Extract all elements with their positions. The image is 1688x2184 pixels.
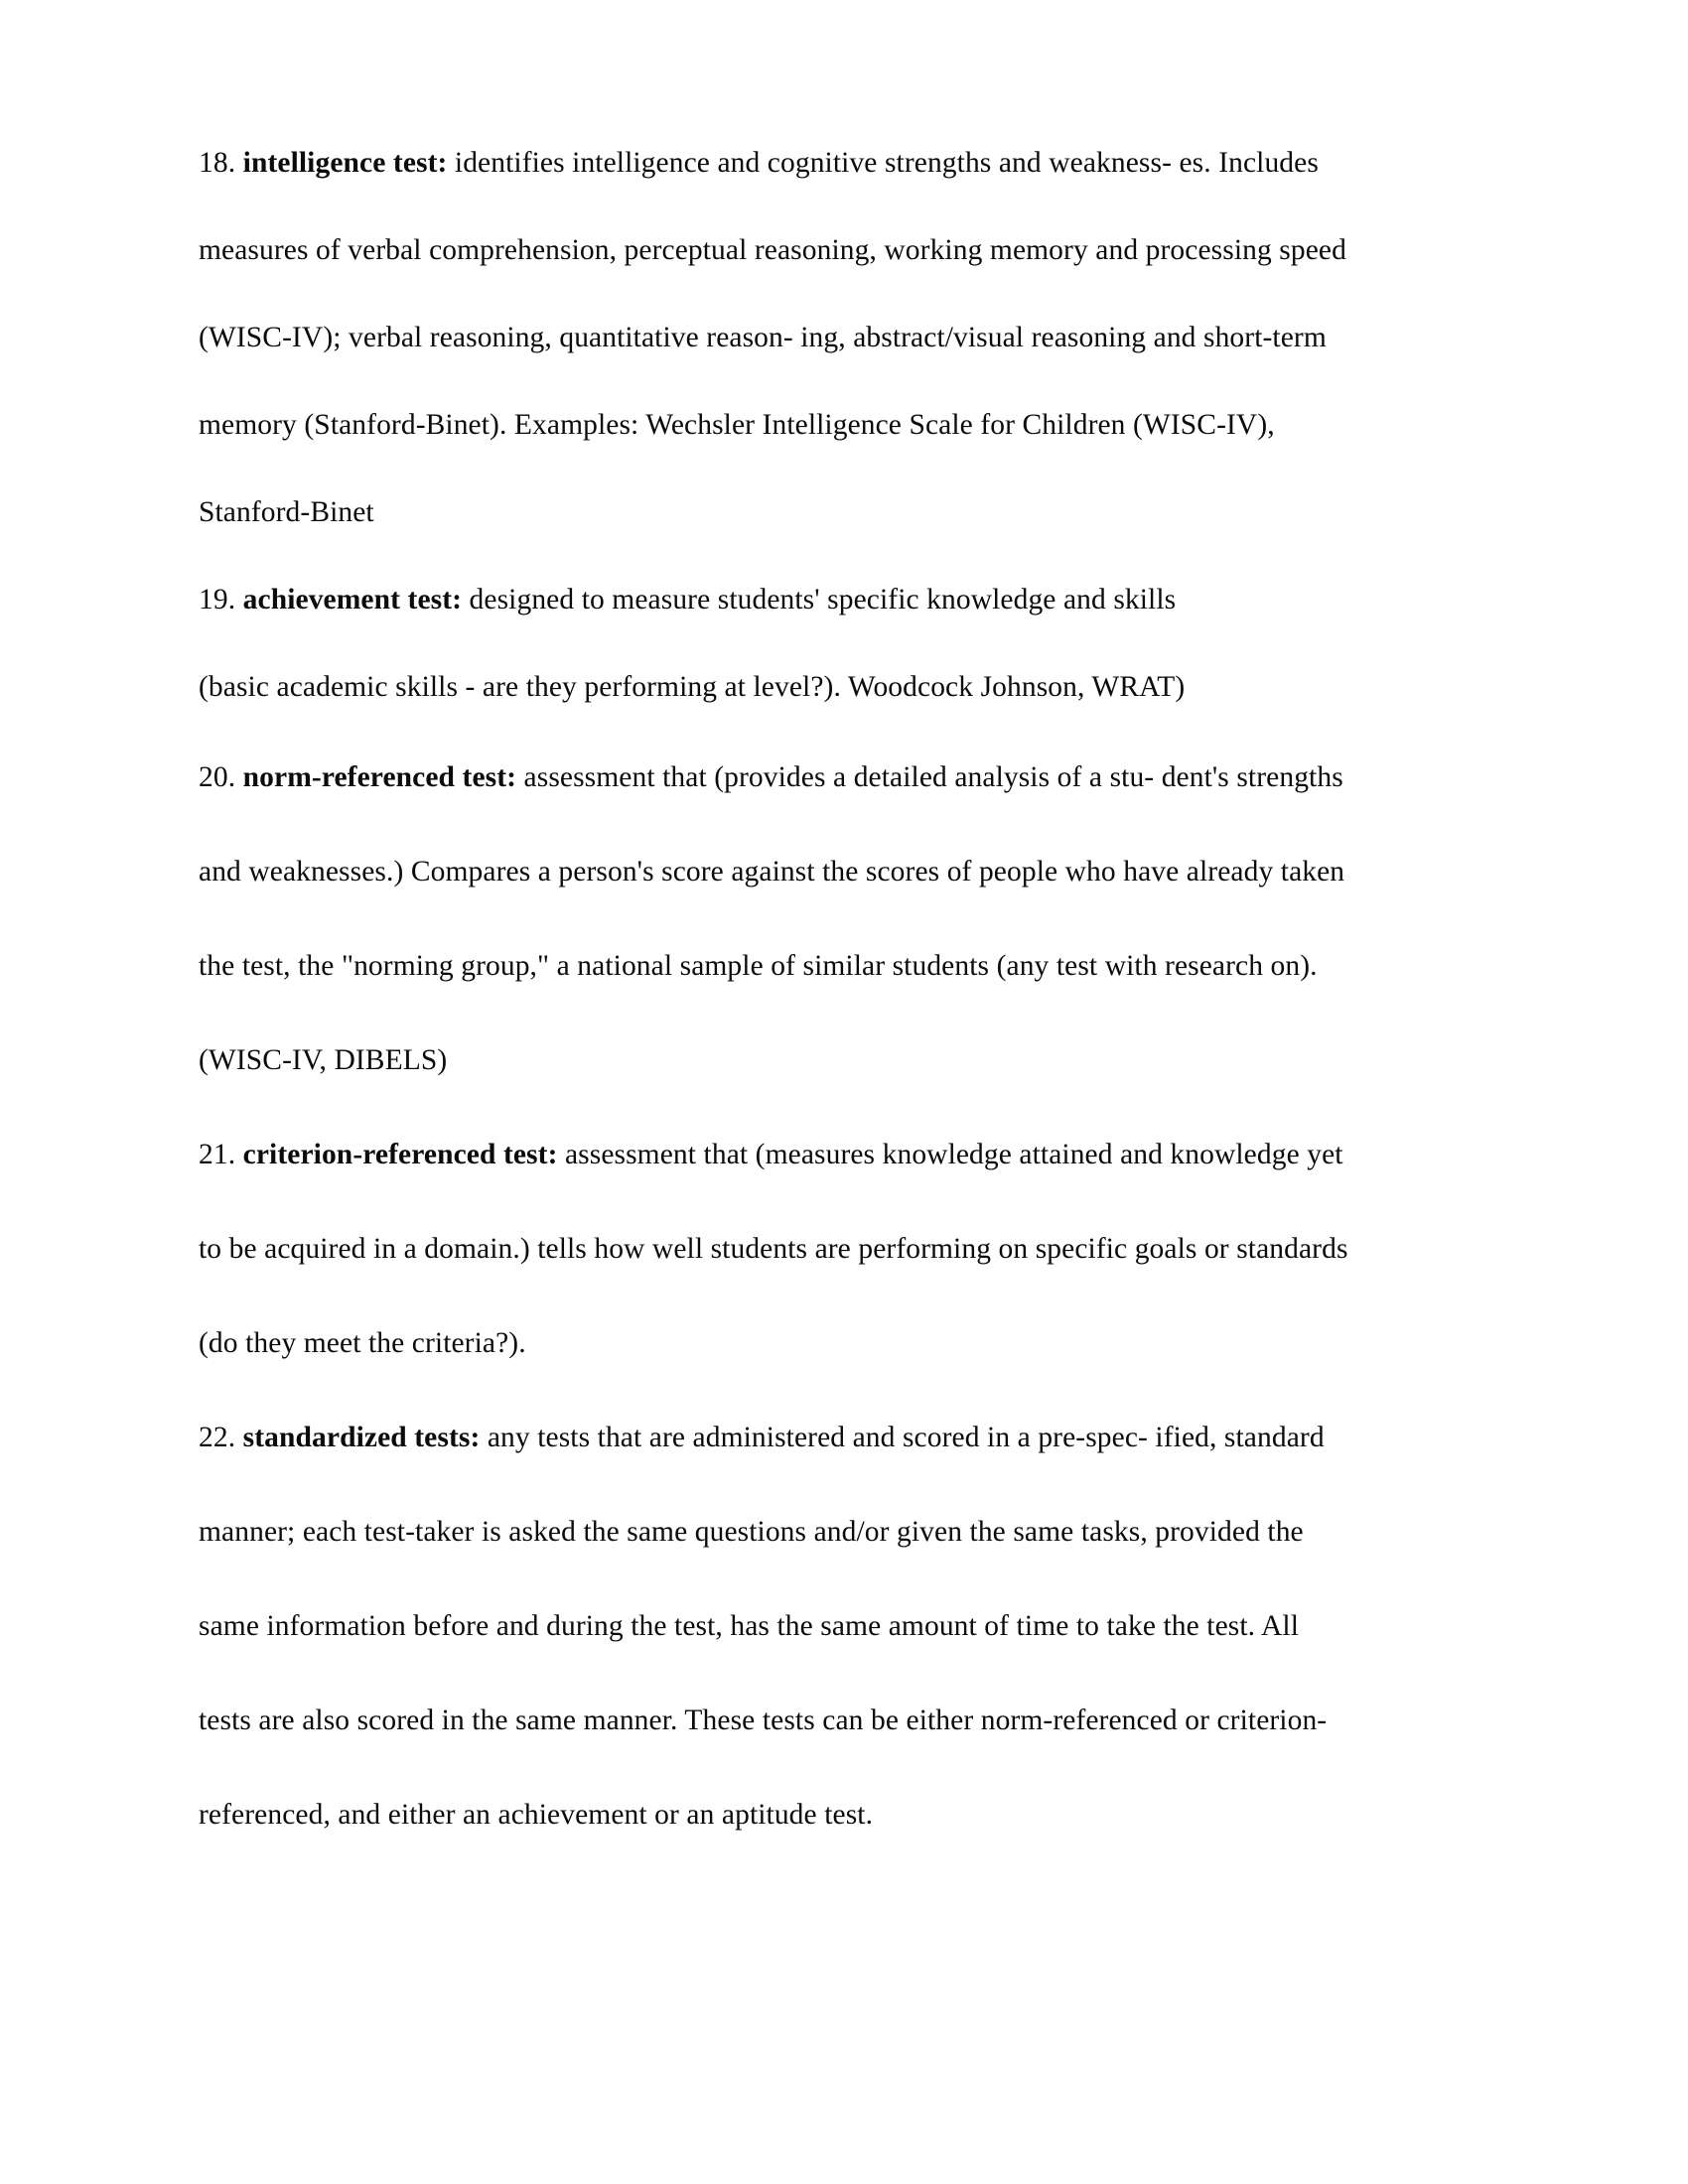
entry-22-line-1 (199, 1391, 1509, 1485)
entry-19-term: achievement test: (242, 584, 463, 615)
entry-20-line-2: and weaknesses.) Compares a person's score against the scores of people who have already taken (199, 856, 1345, 887)
glossary-entry-19 (199, 556, 1509, 731)
entry-18-line-1 (199, 119, 1509, 206)
document-text-column (199, 119, 1509, 1862)
entry-18-text-1: identifies intelligence and cognitive strengths and weakness- es. Includes (447, 147, 1319, 179)
entry-22-text-1: any tests that are administered and scored in a pre-spec- ified, standard (480, 1422, 1325, 1453)
entry-21-line-2: to be acquired in a domain.) tells how well students are performing on specific goals or standards (199, 1233, 1348, 1265)
entry-22-number: 22. (199, 1422, 236, 1453)
glossary-entry-22 (199, 1391, 1509, 1862)
entry-20-text-1: assessment that (provides a detailed analysis of a stu- dent's strengths (516, 761, 1343, 793)
entry-19-line-1 (199, 556, 1509, 643)
entry-22-line-4: tests are also scored in the same manner. These tests can be either norm-referenced or criterion- (199, 1705, 1328, 1736)
entry-18-number: 18. (199, 147, 236, 179)
entry-18-line-5: Stanford-Binet (199, 496, 374, 528)
glossary-entry-21 (199, 1108, 1509, 1391)
entry-19-number: 19. (199, 584, 236, 615)
entry-18-line-2: measures of verbal comprehension, perceptual reasoning, working memory and processing speed (199, 234, 1346, 266)
entry-20-line-4: (WISC-IV, DIBELS) (199, 1044, 448, 1076)
entry-22-line-5: referenced, and either an achievement or an aptitude test. (199, 1799, 874, 1831)
entry-22-term: standardized tests: (242, 1422, 481, 1453)
entry-18-line-3: (WISC-IV); verbal reasoning, quantitative reason- ing, abstract/visual reasoning and short-term (199, 322, 1327, 353)
entry-21-line-3: (do they meet the criteria?). (199, 1327, 526, 1359)
entry-22-line-2: manner; each test-taker is asked the same questions and/or given the same tasks, provided the (199, 1516, 1304, 1548)
entry-19-text-1: designed to measure students' specific knowledge and skills (462, 584, 1177, 615)
entry-20-line-1 (199, 731, 1509, 825)
entry-18-line-4: memory (Stanford-Binet). Examples: Wechsler Intelligence Scale for Children (WISC-IV), (199, 409, 1275, 441)
glossary-entry-18 (199, 119, 1509, 556)
entry-21-number: 21. (199, 1139, 236, 1170)
entry-19-line-2: (basic academic skills - are they performing at level?). Woodcock Johnson, WRAT) (199, 671, 1186, 703)
entry-20-line-3: the test, the "norming group," a national sample of similar students (any test with research on). (199, 950, 1318, 982)
glossary-entry-20 (199, 731, 1509, 1108)
entry-21-term: criterion-referenced test: (242, 1139, 558, 1170)
entry-20-term: norm-referenced test: (242, 761, 517, 793)
entry-18-term: intelligence test: (242, 147, 448, 179)
entry-21-text-1: assessment that (measures knowledge attained and knowledge yet (557, 1139, 1343, 1170)
entry-22-line-3: same information before and during the test, has the same amount of time to take the test. All (199, 1610, 1299, 1642)
entry-20-number: 20. (199, 761, 236, 793)
entry-21-line-1 (199, 1108, 1509, 1202)
